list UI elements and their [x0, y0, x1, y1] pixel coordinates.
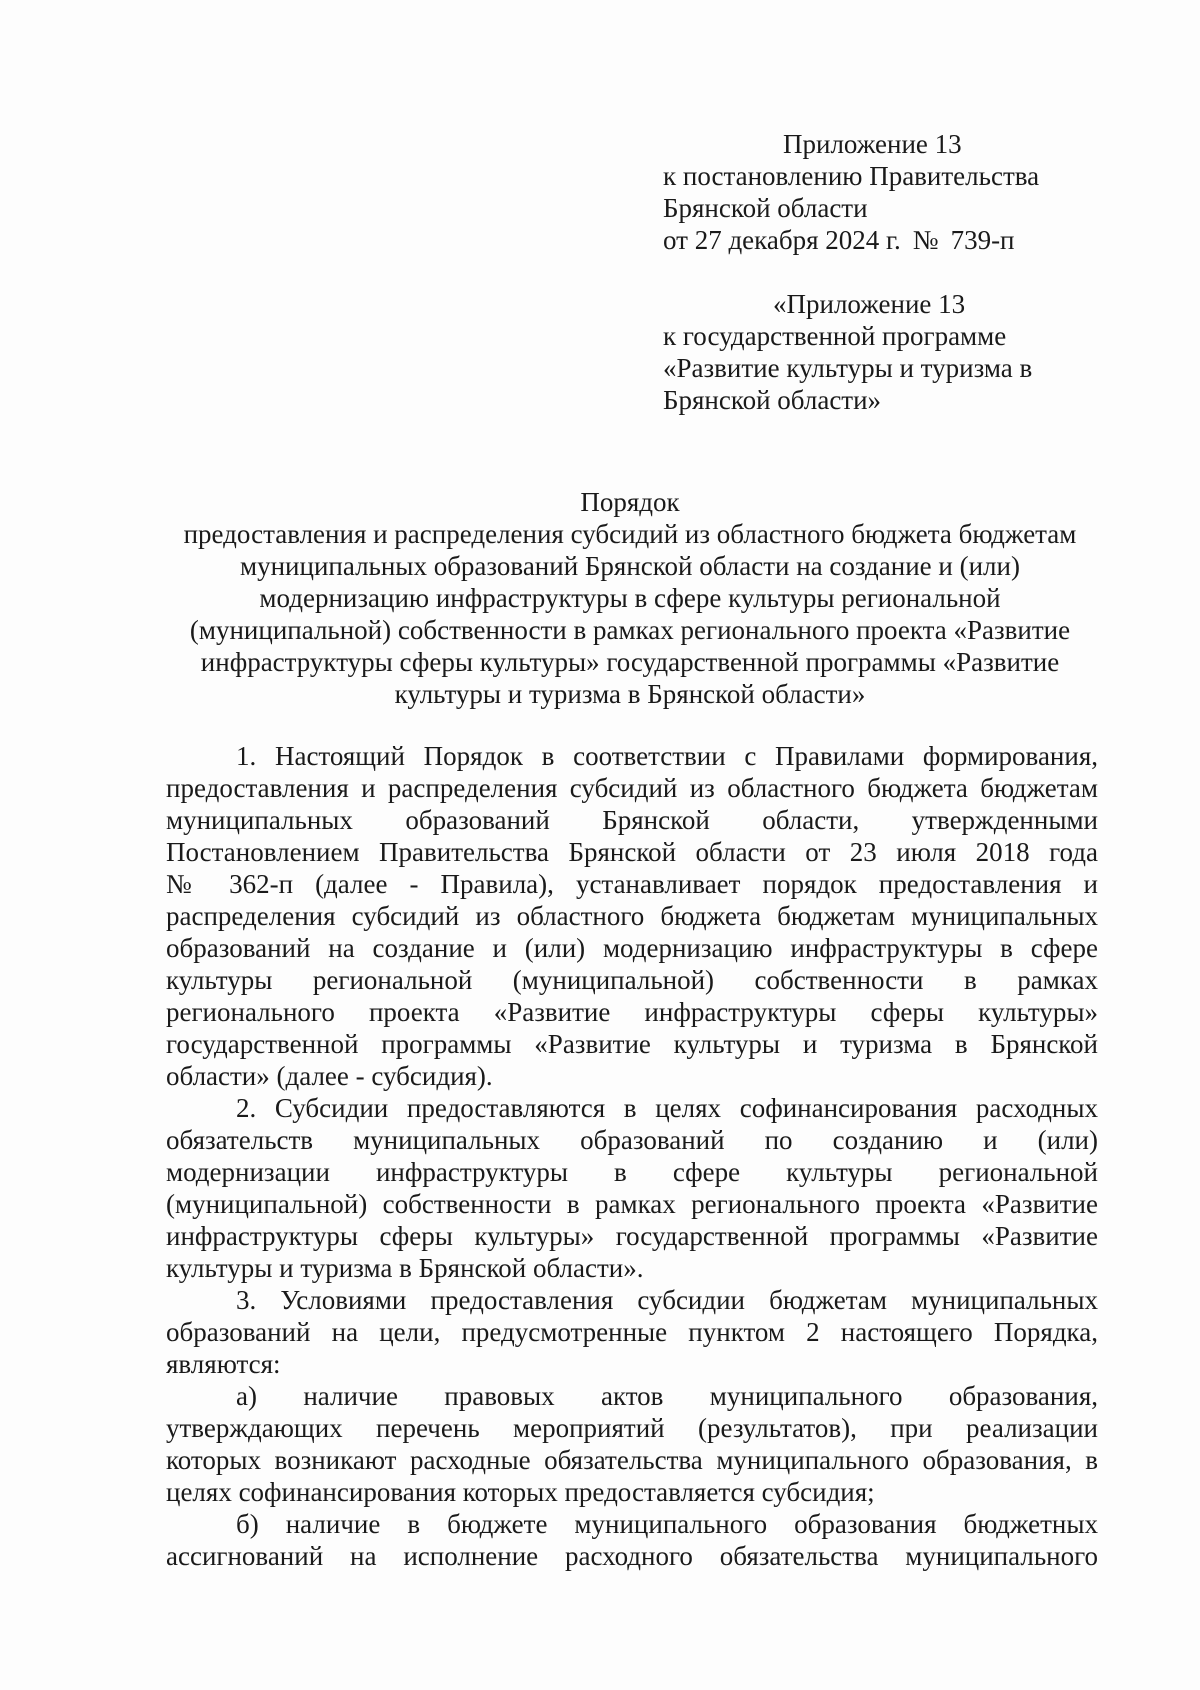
text-line: государственной программы «Развитие культуры и туризма в Брянской [166, 1029, 1098, 1059]
paragraph-2 [166, 1092, 1098, 1284]
text-line: 2. Субсидии предоставляются в целях софинансирования расходных [236, 1093, 1098, 1123]
text-line: а) наличие правовых актов муниципального образования, [236, 1381, 1098, 1411]
paragraph-1 [166, 740, 1098, 1092]
text-line: 3. Условиями предоставления субсидии бюджетам муниципальных [236, 1285, 1098, 1315]
text-line: муниципальных образований Брянской области, утвержденными [166, 805, 1098, 835]
program-attachment-ref: к государственной программе [663, 321, 1007, 351]
paragraph-3a [166, 1380, 1098, 1508]
text-line: предоставления и распределения субсидий из областного бюджета бюджетам [166, 773, 1098, 803]
attachment-date: от 27 декабря 2024 г. [663, 225, 901, 255]
program-attachment-number: «Приложение 13 [773, 289, 966, 319]
number-sign: № [912, 225, 939, 255]
text-line: б) наличие в бюджете муниципального образования бюджетных [236, 1509, 1098, 1539]
title-line: модернизацию инфраструктуры в сфере культуры региональной [259, 583, 1001, 613]
text-line: культуры и туризма в Брянской области». [166, 1253, 644, 1283]
text-line: № 362-п (далее - Правила), устанавливает порядок предоставления и [166, 869, 1098, 899]
attachment-number: Приложение 13 [783, 129, 962, 159]
text-line: Постановлением Правительства Брянской области от 23 июля 2018 года [166, 837, 1098, 867]
text-line: (муниципальной) собственности в рамках регионального проекта «Развитие [166, 1189, 1098, 1219]
text-line: модернизации инфраструктуры в сфере культуры региональной [166, 1157, 1098, 1187]
document-body [166, 740, 1098, 1572]
text-line: образований на создание и (или) модернизацию инфраструктуры в сфере [166, 933, 1098, 963]
title-line: культуры и туризма в Брянской области» [394, 679, 866, 709]
text-line: 1. Настоящий Порядок в соответствии с Правилами формирования, [236, 741, 1098, 771]
paragraph-3 [166, 1284, 1098, 1380]
resolution-number: 739-п [950, 225, 1015, 255]
program-attachment-name-2: Брянской области» [663, 385, 882, 415]
title-line: муниципальных образований Брянской области на создание и (или) [240, 551, 1020, 581]
text-line: регионального проекта «Развитие инфраструктуры сферы культуры» [166, 997, 1098, 1027]
title-line: (муниципальной) собственности в рамках регионального проекта «Развитие [189, 615, 1071, 645]
text-line: являются: [166, 1349, 281, 1379]
text-line: которых возникают расходные обязательства муниципального образования, в [166, 1445, 1098, 1475]
text-line: ассигнований на исполнение расходного обязательства муниципального [166, 1541, 1098, 1571]
program-attachment-name-1: «Развитие культуры и туризма в [663, 353, 1033, 383]
text-line: обязательств муниципальных образований по созданию и (или) [166, 1125, 1098, 1155]
text-line: области» (далее - субсидия). [166, 1061, 493, 1091]
resolution-attachment-header [663, 128, 1103, 256]
title-line: инфраструктуры сферы культуры» государственной программы «Развитие [200, 647, 1060, 677]
attachment-date-number [663, 224, 1103, 256]
text-line: целях софинансирования которых предоставляется субсидия; [166, 1477, 875, 1507]
attachment-region: Брянской области [663, 193, 868, 223]
title-line: предоставления и распределения субсидий из областного бюджета бюджетам [183, 519, 1077, 549]
document-title [160, 486, 1100, 710]
attachment-resolution-ref: к постановлению Правительства [663, 161, 1040, 191]
text-line: образований на цели, предусмотренные пунктом 2 настоящего Порядка, [166, 1317, 1098, 1347]
program-attachment-header [663, 288, 1103, 416]
paragraph-3b [166, 1508, 1098, 1572]
text-line: распределения субсидий из областного бюджета бюджетам муниципальных [166, 901, 1098, 931]
text-line: культуры региональной (муниципальной) собственности в рамках [166, 965, 1098, 995]
text-line: инфраструктуры сферы культуры» государственной программы «Развитие [166, 1221, 1098, 1251]
text-line: утверждающих перечень мероприятий (результатов), при реализации [166, 1413, 1098, 1443]
title-heading: Порядок [580, 487, 680, 517]
